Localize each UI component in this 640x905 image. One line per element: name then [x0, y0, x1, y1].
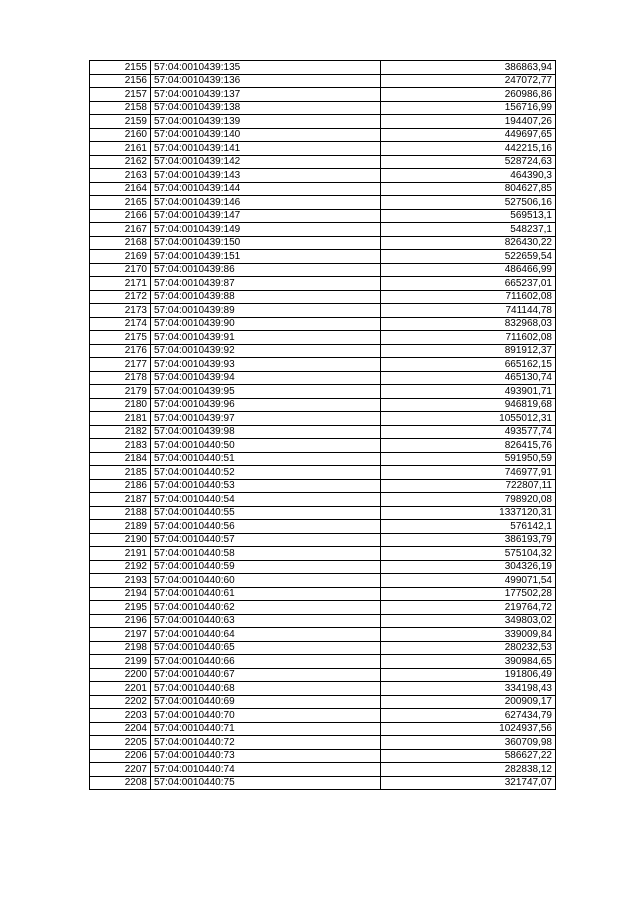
cadastral-value: 711602,08	[381, 331, 556, 345]
cadastral-number: 57:04:0010439:98	[151, 425, 381, 439]
table-row	[90, 520, 556, 534]
cadastral-value: 194407,26	[381, 115, 556, 129]
cadastral-value: 386863,94	[381, 61, 556, 75]
row-number: 2165	[90, 196, 151, 210]
table-row	[90, 722, 556, 736]
table-row	[90, 371, 556, 385]
cadastral-value: 798920,08	[381, 493, 556, 507]
table-row	[90, 101, 556, 115]
cadastral-number: 57:04:0010439:141	[151, 142, 381, 156]
cadastral-value: 528724,63	[381, 155, 556, 169]
row-number: 2160	[90, 128, 151, 142]
row-number: 2187	[90, 493, 151, 507]
cadastral-number: 57:04:0010439:138	[151, 101, 381, 115]
cadastral-number: 57:04:0010439:146	[151, 196, 381, 210]
table-row	[90, 668, 556, 682]
cadastral-number: 57:04:0010439:94	[151, 371, 381, 385]
row-number: 2172	[90, 290, 151, 304]
cadastral-number: 57:04:0010439:150	[151, 236, 381, 250]
table-row	[90, 331, 556, 345]
cadastral-value: 575104,32	[381, 547, 556, 561]
table-row	[90, 412, 556, 426]
row-number: 2193	[90, 574, 151, 588]
row-number: 2204	[90, 722, 151, 736]
cadastral-value: 177502,28	[381, 587, 556, 601]
table-row	[90, 682, 556, 696]
cadastral-number: 57:04:0010439:135	[151, 61, 381, 75]
table-row	[90, 142, 556, 156]
row-number: 2159	[90, 115, 151, 129]
table-row	[90, 290, 556, 304]
cadastral-value: 499071,54	[381, 574, 556, 588]
table-row	[90, 209, 556, 223]
cadastral-number: 57:04:0010439:86	[151, 263, 381, 277]
cadastral-value: 219764,72	[381, 601, 556, 615]
row-number: 2184	[90, 452, 151, 466]
table-row	[90, 344, 556, 358]
table-row	[90, 250, 556, 264]
cadastral-value: 576142,1	[381, 520, 556, 534]
cadastral-number: 57:04:0010440:57	[151, 533, 381, 547]
row-number: 2206	[90, 749, 151, 763]
cadastral-number: 57:04:0010439:142	[151, 155, 381, 169]
cadastral-number: 57:04:0010439:140	[151, 128, 381, 142]
row-number: 2202	[90, 695, 151, 709]
cadastral-number: 57:04:0010440:70	[151, 709, 381, 723]
row-number: 2199	[90, 655, 151, 669]
cadastral-value: 156716,99	[381, 101, 556, 115]
cadastral-value: 191806,49	[381, 668, 556, 682]
row-number: 2155	[90, 61, 151, 75]
cadastral-number: 57:04:0010440:71	[151, 722, 381, 736]
cadastral-number: 57:04:0010440:51	[151, 452, 381, 466]
row-number: 2190	[90, 533, 151, 547]
cadastral-value: 569513,1	[381, 209, 556, 223]
cadastral-value-table	[89, 60, 556, 790]
cadastral-number: 57:04:0010439:90	[151, 317, 381, 331]
cadastral-number: 57:04:0010439:97	[151, 412, 381, 426]
row-number: 2205	[90, 736, 151, 750]
cadastral-value: 282838,12	[381, 763, 556, 777]
cadastral-value: 449697,65	[381, 128, 556, 142]
row-number: 2164	[90, 182, 151, 196]
cadastral-value: 386193,79	[381, 533, 556, 547]
table-row	[90, 749, 556, 763]
cadastral-number: 57:04:0010440:66	[151, 655, 381, 669]
row-number: 2177	[90, 358, 151, 372]
row-number: 2175	[90, 331, 151, 345]
cadastral-number: 57:04:0010440:59	[151, 560, 381, 574]
cadastral-number: 57:04:0010440:67	[151, 668, 381, 682]
row-number: 2208	[90, 776, 151, 790]
cadastral-value: 826415,76	[381, 439, 556, 453]
cadastral-number: 57:04:0010440:52	[151, 466, 381, 480]
table-row	[90, 736, 556, 750]
cadastral-value: 1055012,31	[381, 412, 556, 426]
cadastral-number: 57:04:0010439:139	[151, 115, 381, 129]
cadastral-value: 464390,3	[381, 169, 556, 183]
cadastral-value: 493577,74	[381, 425, 556, 439]
row-number: 2157	[90, 88, 151, 102]
cadastral-number: 57:04:0010440:68	[151, 682, 381, 696]
row-number: 2179	[90, 385, 151, 399]
cadastral-number: 57:04:0010440:62	[151, 601, 381, 615]
table-row	[90, 115, 556, 129]
cadastral-value: 722807,11	[381, 479, 556, 493]
table-row	[90, 196, 556, 210]
cadastral-number: 57:04:0010440:56	[151, 520, 381, 534]
table-row	[90, 533, 556, 547]
cadastral-number: 57:04:0010439:143	[151, 169, 381, 183]
cadastral-value: 1337120,31	[381, 506, 556, 520]
row-number: 2194	[90, 587, 151, 601]
row-number: 2169	[90, 250, 151, 264]
table-row	[90, 452, 556, 466]
cadastral-number: 57:04:0010439:151	[151, 250, 381, 264]
cadastral-number: 57:04:0010440:65	[151, 641, 381, 655]
table-row	[90, 263, 556, 277]
cadastral-value: 804627,85	[381, 182, 556, 196]
cadastral-value: 339009,84	[381, 628, 556, 642]
table-row	[90, 88, 556, 102]
table-row	[90, 709, 556, 723]
row-number: 2185	[90, 466, 151, 480]
cadastral-value: 321747,07	[381, 776, 556, 790]
cadastral-number: 57:04:0010440:54	[151, 493, 381, 507]
cadastral-value: 591950,59	[381, 452, 556, 466]
row-number: 2174	[90, 317, 151, 331]
row-number: 2170	[90, 263, 151, 277]
cadastral-number: 57:04:0010440:72	[151, 736, 381, 750]
table-row	[90, 317, 556, 331]
cadastral-value: 832968,03	[381, 317, 556, 331]
cadastral-number: 57:04:0010439:96	[151, 398, 381, 412]
row-number: 2182	[90, 425, 151, 439]
cadastral-value: 442215,16	[381, 142, 556, 156]
cadastral-value: 826430,22	[381, 236, 556, 250]
cadastral-number: 57:04:0010439:149	[151, 223, 381, 237]
cadastral-number: 57:04:0010440:53	[151, 479, 381, 493]
table-row	[90, 155, 556, 169]
cadastral-value: 280232,53	[381, 641, 556, 655]
table-row	[90, 61, 556, 75]
cadastral-number: 57:04:0010439:95	[151, 385, 381, 399]
cadastral-value: 349803,02	[381, 614, 556, 628]
row-number: 2163	[90, 169, 151, 183]
cadastral-value: 741144,78	[381, 304, 556, 318]
cadastral-value: 304326,19	[381, 560, 556, 574]
row-number: 2171	[90, 277, 151, 291]
table-row	[90, 587, 556, 601]
cadastral-number: 57:04:0010440:64	[151, 628, 381, 642]
cadastral-value: 665162,15	[381, 358, 556, 372]
cadastral-number: 57:04:0010439:88	[151, 290, 381, 304]
cadastral-value: 527506,16	[381, 196, 556, 210]
row-number: 2201	[90, 682, 151, 696]
cadastral-number: 57:04:0010440:63	[151, 614, 381, 628]
cadastral-number: 57:04:0010440:50	[151, 439, 381, 453]
cadastral-value: 247072,77	[381, 74, 556, 88]
table-row	[90, 304, 556, 318]
cadastral-number: 57:04:0010439:87	[151, 277, 381, 291]
table-row	[90, 128, 556, 142]
table-body	[90, 61, 556, 790]
row-number: 2156	[90, 74, 151, 88]
table-row	[90, 614, 556, 628]
row-number: 2186	[90, 479, 151, 493]
cadastral-value: 746977,91	[381, 466, 556, 480]
cadastral-value: 493901,71	[381, 385, 556, 399]
cadastral-value: 200909,17	[381, 695, 556, 709]
cadastral-number: 57:04:0010440:69	[151, 695, 381, 709]
cadastral-value: 390984,65	[381, 655, 556, 669]
row-number: 2168	[90, 236, 151, 250]
row-number: 2198	[90, 641, 151, 655]
row-number: 2195	[90, 601, 151, 615]
row-number: 2158	[90, 101, 151, 115]
cadastral-value: 627434,79	[381, 709, 556, 723]
table-row	[90, 560, 556, 574]
cadastral-number: 57:04:0010439:137	[151, 88, 381, 102]
cadastral-value: 522659,54	[381, 250, 556, 264]
row-number: 2166	[90, 209, 151, 223]
row-number: 2180	[90, 398, 151, 412]
table-row	[90, 236, 556, 250]
row-number: 2197	[90, 628, 151, 642]
table-row	[90, 169, 556, 183]
cadastral-value: 465130,74	[381, 371, 556, 385]
row-number: 2207	[90, 763, 151, 777]
table-row	[90, 466, 556, 480]
cadastral-value: 586627,22	[381, 749, 556, 763]
cadastral-number: 57:04:0010439:93	[151, 358, 381, 372]
table-row	[90, 547, 556, 561]
row-number: 2191	[90, 547, 151, 561]
cadastral-number: 57:04:0010440:60	[151, 574, 381, 588]
table-row	[90, 277, 556, 291]
row-number: 2203	[90, 709, 151, 723]
table-row	[90, 479, 556, 493]
table-row	[90, 506, 556, 520]
table-row	[90, 439, 556, 453]
table-row	[90, 763, 556, 777]
cadastral-value: 548237,1	[381, 223, 556, 237]
cadastral-number: 57:04:0010440:73	[151, 749, 381, 763]
cadastral-value: 946819,68	[381, 398, 556, 412]
cadastral-value: 711602,08	[381, 290, 556, 304]
cadastral-number: 57:04:0010440:74	[151, 763, 381, 777]
cadastral-number: 57:04:0010439:91	[151, 331, 381, 345]
row-number: 2188	[90, 506, 151, 520]
cadastral-number: 57:04:0010440:58	[151, 547, 381, 561]
cadastral-value: 891912,37	[381, 344, 556, 358]
table-row	[90, 425, 556, 439]
table-row	[90, 182, 556, 196]
row-number: 2189	[90, 520, 151, 534]
table-row	[90, 385, 556, 399]
cadastral-number: 57:04:0010439:144	[151, 182, 381, 196]
cadastral-value: 1024937,56	[381, 722, 556, 736]
cadastral-value: 665237,01	[381, 277, 556, 291]
row-number: 2178	[90, 371, 151, 385]
row-number: 2167	[90, 223, 151, 237]
table-row	[90, 641, 556, 655]
table-row	[90, 574, 556, 588]
table-row	[90, 655, 556, 669]
row-number: 2192	[90, 560, 151, 574]
cadastral-number: 57:04:0010440:55	[151, 506, 381, 520]
table-row	[90, 358, 556, 372]
cadastral-value: 486466,99	[381, 263, 556, 277]
table-row	[90, 628, 556, 642]
row-number: 2176	[90, 344, 151, 358]
cadastral-number: 57:04:0010439:136	[151, 74, 381, 88]
cadastral-value: 360709,98	[381, 736, 556, 750]
row-number: 2173	[90, 304, 151, 318]
cadastral-number: 57:04:0010440:75	[151, 776, 381, 790]
row-number: 2162	[90, 155, 151, 169]
table-row	[90, 74, 556, 88]
row-number: 2196	[90, 614, 151, 628]
cadastral-number: 57:04:0010439:92	[151, 344, 381, 358]
table-row	[90, 776, 556, 790]
table-row	[90, 695, 556, 709]
table-row	[90, 398, 556, 412]
cadastral-value: 260986,86	[381, 88, 556, 102]
table-row	[90, 223, 556, 237]
row-number: 2200	[90, 668, 151, 682]
cadastral-value: 334198,43	[381, 682, 556, 696]
cadastral-number: 57:04:0010440:61	[151, 587, 381, 601]
row-number: 2183	[90, 439, 151, 453]
cadastral-number: 57:04:0010439:89	[151, 304, 381, 318]
table-row	[90, 493, 556, 507]
cadastral-number: 57:04:0010439:147	[151, 209, 381, 223]
table-row	[90, 601, 556, 615]
row-number: 2181	[90, 412, 151, 426]
row-number: 2161	[90, 142, 151, 156]
